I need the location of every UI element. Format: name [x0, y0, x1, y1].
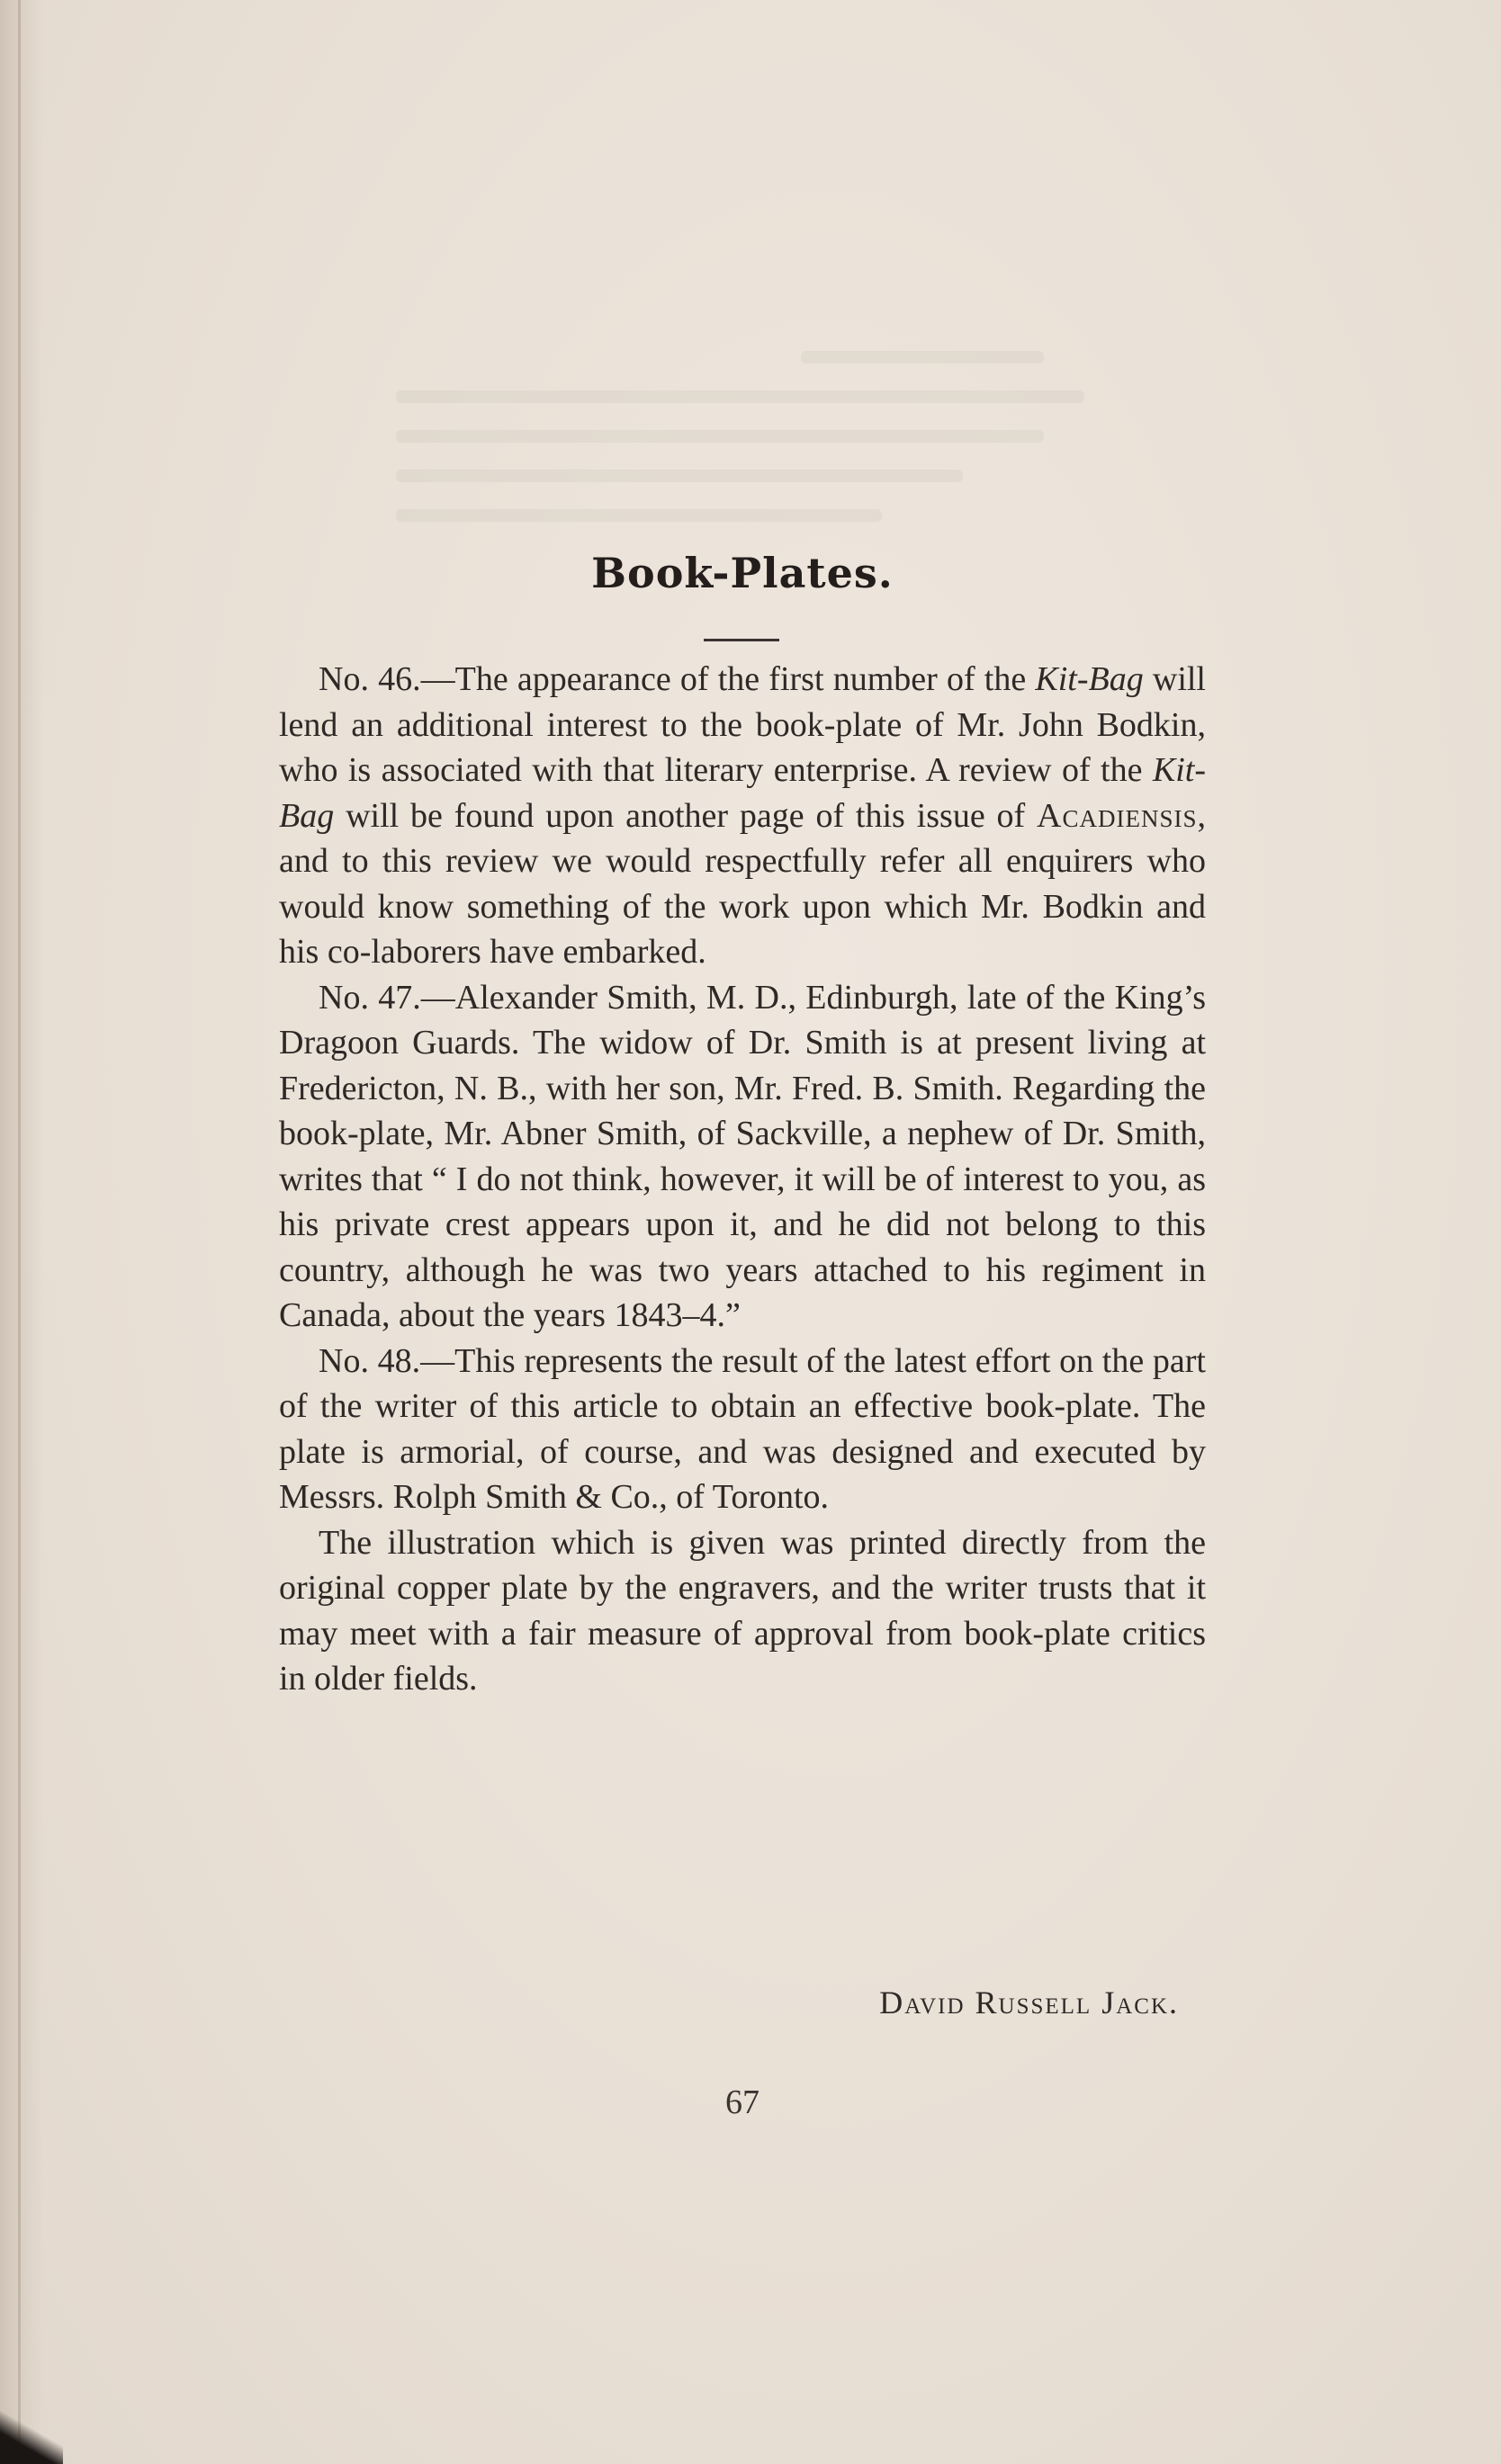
- article-body: [279, 657, 1206, 1702]
- paragraph-no-47: No. 47.—Alexander Smith, M. D., Edinburgh, late of the King’s Dragoon Guards. The widow of Dr. Smith is at present living at Fredericton, N. B., with her son, Mr. Fred. B. Smith. Regarding the book-plate, Mr. Abner Smith, of Sackville, a nephew of Dr. Smith, writes that “ I do not think, however, it will be of interest to you, as his private crest appears upon it, and he did not belong to this country, although he was two years attached to his regiment in Canada, about the years 1843–4.”: [279, 978, 1206, 1334]
- article-title: Book-Plates.: [591, 549, 894, 597]
- author-signature: David Russell Jack.: [879, 1985, 1179, 2020]
- paragraph-no-46: [279, 657, 1206, 975]
- corner-shadow: [0, 2410, 63, 2464]
- paragraph-illustration: The illustration which is given was printed directly from the original copper plate by the engravers, and the writer trusts that it may meet with a fair measure of approval from book-plate critics in older fields.: [279, 1523, 1206, 1698]
- title-rule: [704, 639, 779, 641]
- italic-title: Kit-Bag: [1035, 660, 1144, 698]
- italic-title: Kit-Bag: [279, 751, 1206, 835]
- binding-shadow: [0, 0, 43, 2464]
- bleed-through-text: [396, 324, 1206, 666]
- small-caps-name: Acadiensis: [1037, 796, 1198, 835]
- page-number: 67: [725, 2083, 759, 2121]
- paragraph-no-48: No. 48.—This represents the result of the latest effort on the part of the writer of this article to obtain an effective book-plate. The plate is armorial, of course, and was designed and executed by Messrs. Rolph Smith & Co., of Toronto.: [279, 1341, 1206, 1516]
- binding-edge: [18, 0, 21, 2464]
- paragraph-text: will be found upon another page of this issue of: [334, 796, 1038, 835]
- paragraph-text: , and to this review we would respectfully refer all enquirers who would know something of the work upon which Mr. Bodkin and his co-laborers have embarked.: [279, 796, 1206, 971]
- paragraph-text: No. 46.—The appearance of the first number of the: [319, 660, 1036, 698]
- paragraph-text: will lend an additional interest to the book-plate of Mr. John Bodkin, who is associated with that literary enterprise. A review of the: [279, 660, 1206, 789]
